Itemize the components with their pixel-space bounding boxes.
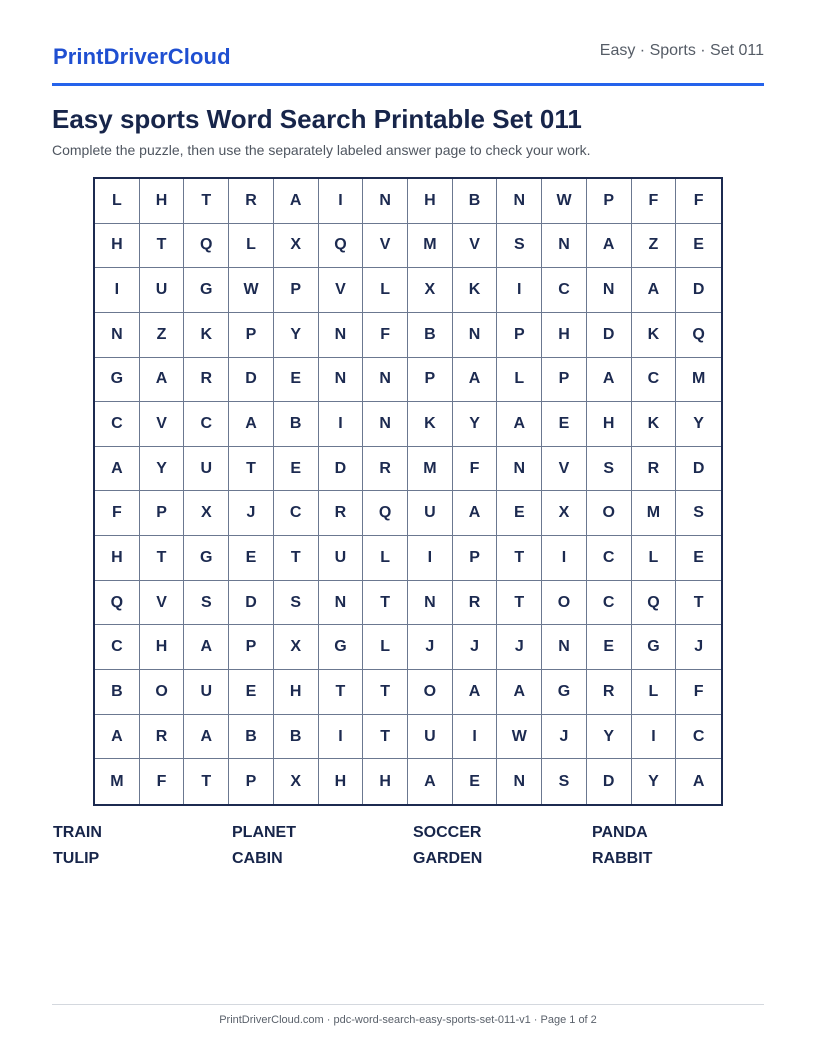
- grid-cell: N: [542, 224, 587, 269]
- grid-cell: J: [229, 491, 274, 536]
- grid-cell: T: [140, 224, 185, 269]
- grid-cell: V: [140, 581, 185, 626]
- grid-cell: A: [408, 759, 453, 804]
- grid-cell: T: [229, 447, 274, 492]
- grid-cell: F: [632, 179, 677, 224]
- grid-cell: N: [319, 358, 364, 403]
- grid-cell: F: [95, 491, 140, 536]
- grid-cell: N: [497, 759, 542, 804]
- grid-cell: T: [319, 670, 364, 715]
- grid-cell: O: [140, 670, 185, 715]
- grid-cell: I: [319, 179, 364, 224]
- grid-cell: Q: [184, 224, 229, 269]
- grid-cell: F: [453, 447, 498, 492]
- grid-cell: C: [587, 536, 632, 581]
- grid-cell: R: [184, 358, 229, 403]
- grid-cell: P: [140, 491, 185, 536]
- grid-cell: I: [408, 536, 453, 581]
- grid-cell: A: [184, 625, 229, 670]
- word-list-item: SOCCER: [413, 824, 482, 841]
- grid-cell: M: [408, 224, 453, 269]
- puzzle-meta: Easy · Sports · Set 011: [599, 42, 764, 59]
- grid-cell: I: [453, 715, 498, 760]
- grid-cell: U: [184, 670, 229, 715]
- grid-cell: X: [274, 625, 319, 670]
- grid-cell: R: [229, 179, 274, 224]
- grid-cell: Z: [632, 224, 677, 269]
- grid-cell: Q: [363, 491, 408, 536]
- word-list: [53, 824, 765, 868]
- grid-cell: Y: [140, 447, 185, 492]
- grid-cell: N: [587, 268, 632, 313]
- grid-cell: L: [363, 625, 408, 670]
- grid-cell: Y: [676, 402, 721, 447]
- grid-cell: G: [95, 358, 140, 403]
- grid-cell: K: [408, 402, 453, 447]
- grid-cell: Q: [319, 224, 364, 269]
- grid-cell: Y: [632, 759, 677, 804]
- grid-cell: X: [274, 224, 319, 269]
- grid-cell: H: [140, 625, 185, 670]
- word-list-item: TRAIN: [53, 824, 102, 841]
- word-list-item: PLANET: [232, 824, 296, 841]
- grid-cell: G: [184, 268, 229, 313]
- grid-cell: V: [319, 268, 364, 313]
- grid-cell: A: [453, 670, 498, 715]
- grid-cell: A: [95, 447, 140, 492]
- grid-cell: G: [632, 625, 677, 670]
- grid-cell: O: [408, 670, 453, 715]
- grid-cell: P: [497, 313, 542, 358]
- grid-cell: T: [140, 536, 185, 581]
- grid-cell: E: [274, 358, 319, 403]
- grid-cell: B: [229, 715, 274, 760]
- grid-cell: X: [542, 491, 587, 536]
- grid-cell: L: [363, 536, 408, 581]
- grid-cell: H: [408, 179, 453, 224]
- grid-cell: P: [229, 625, 274, 670]
- grid-cell: B: [274, 402, 319, 447]
- grid-cell: S: [274, 581, 319, 626]
- grid-cell: Q: [95, 581, 140, 626]
- footer-divider: [52, 1004, 764, 1005]
- word-list-item: CABIN: [232, 850, 283, 867]
- word-list-item: RABBIT: [592, 850, 653, 867]
- grid-cell: I: [319, 715, 364, 760]
- grid-cell: Y: [587, 715, 632, 760]
- grid-cell: H: [140, 179, 185, 224]
- grid-cell: K: [632, 402, 677, 447]
- grid-cell: E: [676, 224, 721, 269]
- grid-cell: A: [229, 402, 274, 447]
- grid-cell: C: [184, 402, 229, 447]
- grid-cell: N: [319, 581, 364, 626]
- grid-cell: H: [95, 536, 140, 581]
- grid-cell: F: [363, 313, 408, 358]
- grid-cell: A: [497, 402, 542, 447]
- grid-cell: N: [95, 313, 140, 358]
- grid-cell: R: [632, 447, 677, 492]
- grid-cell: A: [140, 358, 185, 403]
- grid-cell: V: [140, 402, 185, 447]
- word-list-item: TULIP: [53, 850, 100, 867]
- grid-cell: N: [363, 358, 408, 403]
- grid-cell: A: [95, 715, 140, 760]
- grid-cell: P: [229, 313, 274, 358]
- grid-cell: P: [542, 358, 587, 403]
- grid-cell: X: [274, 759, 319, 804]
- grid-cell: T: [363, 581, 408, 626]
- grid-cell: N: [542, 625, 587, 670]
- grid-cell: O: [542, 581, 587, 626]
- grid-cell: D: [229, 358, 274, 403]
- grid-cell: D: [676, 447, 721, 492]
- grid-cell: A: [184, 715, 229, 760]
- grid-cell: V: [453, 224, 498, 269]
- grid-cell: T: [497, 536, 542, 581]
- grid-cell: D: [319, 447, 364, 492]
- grid-cell: E: [542, 402, 587, 447]
- word-search-grid: [93, 177, 723, 806]
- grid-cell: C: [274, 491, 319, 536]
- grid-cell: F: [676, 179, 721, 224]
- grid-cell: Q: [676, 313, 721, 358]
- grid-cell: P: [587, 179, 632, 224]
- page-subtitle: Complete the puzzle, then use the separately labeled answer page to check your work.: [52, 142, 591, 158]
- grid-cell: R: [453, 581, 498, 626]
- grid-cell: R: [363, 447, 408, 492]
- grid-cell: L: [497, 358, 542, 403]
- grid-cell: M: [95, 759, 140, 804]
- grid-cell: A: [274, 179, 319, 224]
- grid-cell: E: [587, 625, 632, 670]
- grid-cell: B: [453, 179, 498, 224]
- grid-cell: A: [587, 358, 632, 403]
- grid-cell: F: [140, 759, 185, 804]
- grid-cell: H: [542, 313, 587, 358]
- grid-cell: N: [319, 313, 364, 358]
- grid-cell: H: [587, 402, 632, 447]
- page-title: Easy sports Word Search Printable Set 011: [52, 104, 582, 134]
- grid-cell: H: [274, 670, 319, 715]
- grid-cell: C: [676, 715, 721, 760]
- grid-cell: M: [676, 358, 721, 403]
- grid-cell: K: [453, 268, 498, 313]
- header-divider: [52, 83, 764, 86]
- word-list-item: GARDEN: [413, 850, 483, 867]
- grid-cell: K: [632, 313, 677, 358]
- grid-cell: P: [408, 358, 453, 403]
- grid-cell: V: [542, 447, 587, 492]
- grid-cell: E: [274, 447, 319, 492]
- grid-cell: T: [274, 536, 319, 581]
- grid-cell: I: [497, 268, 542, 313]
- grid-cell: I: [95, 268, 140, 313]
- grid-cell: T: [363, 670, 408, 715]
- grid-cell: H: [363, 759, 408, 804]
- grid-cell: T: [676, 581, 721, 626]
- grid-cell: C: [95, 402, 140, 447]
- grid-cell: L: [632, 670, 677, 715]
- grid-cell: I: [542, 536, 587, 581]
- grid-cell: T: [184, 759, 229, 804]
- grid-cell: R: [319, 491, 364, 536]
- grid-cell: H: [95, 224, 140, 269]
- grid-cell: C: [542, 268, 587, 313]
- grid-cell: T: [363, 715, 408, 760]
- grid-cell: E: [229, 536, 274, 581]
- grid-cell: B: [274, 715, 319, 760]
- word-list-item: PANDA: [592, 824, 648, 841]
- grid-cell: V: [363, 224, 408, 269]
- grid-cell: S: [676, 491, 721, 536]
- grid-cell: U: [408, 491, 453, 536]
- grid-cell: Z: [140, 313, 185, 358]
- grid-cell: X: [184, 491, 229, 536]
- grid-cell: N: [497, 179, 542, 224]
- grid-cell: S: [184, 581, 229, 626]
- grid-cell: F: [676, 670, 721, 715]
- grid-cell: N: [363, 179, 408, 224]
- grid-cell: B: [95, 670, 140, 715]
- grid-cell: B: [408, 313, 453, 358]
- grid-cell: Y: [274, 313, 319, 358]
- grid-cell: I: [632, 715, 677, 760]
- grid-cell: T: [184, 179, 229, 224]
- grid-cell: E: [497, 491, 542, 536]
- grid-cell: D: [587, 313, 632, 358]
- grid-cell: J: [542, 715, 587, 760]
- grid-cell: T: [497, 581, 542, 626]
- grid-cell: S: [542, 759, 587, 804]
- grid-cell: W: [497, 715, 542, 760]
- grid-cell: S: [587, 447, 632, 492]
- grid-cell: M: [632, 491, 677, 536]
- grid-cell: R: [140, 715, 185, 760]
- grid-cell: A: [587, 224, 632, 269]
- grid-cell: C: [95, 625, 140, 670]
- grid-cell: P: [453, 536, 498, 581]
- grid-cell: A: [453, 358, 498, 403]
- grid-cell: N: [453, 313, 498, 358]
- grid-cell: U: [184, 447, 229, 492]
- grid-cell: W: [542, 179, 587, 224]
- grid-cell: U: [140, 268, 185, 313]
- grid-cell: N: [363, 402, 408, 447]
- grid-cell: K: [184, 313, 229, 358]
- grid-cell: C: [632, 358, 677, 403]
- grid-cell: N: [497, 447, 542, 492]
- page-footer: PrintDriverCloud.com · pdc-word-search-easy-sports-set-011-v1 · Page 1 of 2: [219, 1014, 597, 1026]
- grid-cell: G: [319, 625, 364, 670]
- grid-cell: Q: [632, 581, 677, 626]
- brand-logo-text: PrintDriverCloud: [53, 44, 231, 69]
- grid-cell: G: [184, 536, 229, 581]
- grid-cell: U: [319, 536, 364, 581]
- grid-cell: O: [587, 491, 632, 536]
- grid-cell: R: [587, 670, 632, 715]
- grid-cell: I: [319, 402, 364, 447]
- grid-cell: L: [229, 224, 274, 269]
- grid-cell: S: [497, 224, 542, 269]
- grid-cell: E: [453, 759, 498, 804]
- grid-cell: L: [363, 268, 408, 313]
- grid-cell: P: [274, 268, 319, 313]
- grid-cell: A: [497, 670, 542, 715]
- grid-cell: E: [676, 536, 721, 581]
- grid-cell: A: [453, 491, 498, 536]
- grid-cell: L: [632, 536, 677, 581]
- grid-cell: H: [319, 759, 364, 804]
- grid-cell: P: [229, 759, 274, 804]
- grid-cell: U: [408, 715, 453, 760]
- grid-cell: Y: [453, 402, 498, 447]
- grid-cell: E: [229, 670, 274, 715]
- grid-cell: W: [229, 268, 274, 313]
- grid-cell: L: [95, 179, 140, 224]
- grid-cell: A: [632, 268, 677, 313]
- grid-cell: A: [692, 772, 705, 790]
- grid-cell: D: [676, 268, 721, 313]
- grid-cell: M: [408, 447, 453, 492]
- grid-cell: D: [587, 759, 632, 804]
- grid-cell: J: [453, 625, 498, 670]
- grid-cell: D: [229, 581, 274, 626]
- grid-cell: N: [408, 581, 453, 626]
- grid-cell: X: [408, 268, 453, 313]
- grid-cell: J: [408, 625, 453, 670]
- grid-cell: G: [542, 670, 587, 715]
- grid-cell: C: [587, 581, 632, 626]
- grid-cell: J: [497, 625, 542, 670]
- grid-cell: J: [676, 625, 721, 670]
